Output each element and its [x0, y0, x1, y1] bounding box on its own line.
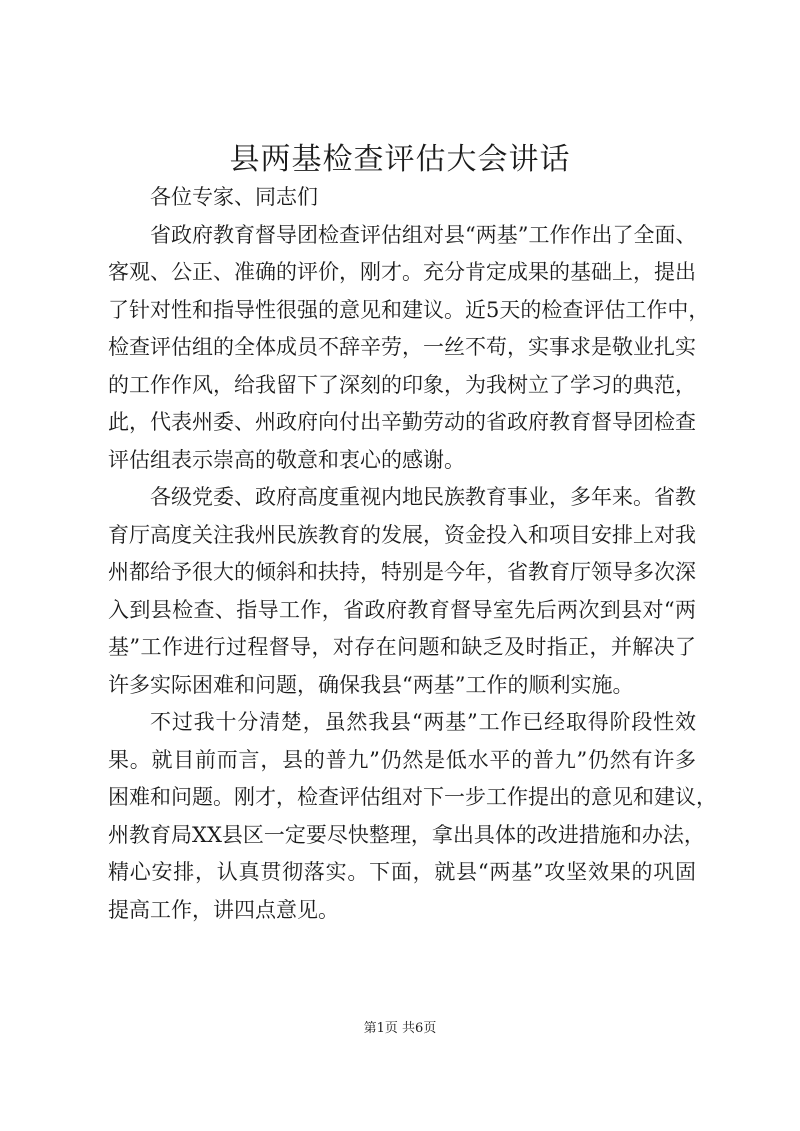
paragraph-line: 了针对性和指导性很强的意见和建议。近5天的检查评估工作中， [108, 297, 710, 322]
paragraph-line: 不过我十分清楚，虽然我县“两基”工作已经取得阶段性效 [150, 710, 696, 734]
paragraph [108, 704, 717, 929]
paragraph-line: 州都给予很大的倾斜和扶持，特别是今年，省教育厅领导多次深 [108, 560, 696, 584]
paragraph-line: 客观、公正、准确的评价，刚才。充分肯定成果的基础上，提出 [108, 260, 696, 284]
paragraph-line: 困难和问题。刚才，检查评估组对下一步工作提出的意见和建议， [108, 785, 717, 809]
document-title: 县两基检查评估大会讲话 [229, 142, 571, 177]
paragraph-line: 此，代表州委、州政府向付出辛勤劳动的省政府教育督导团检查 [108, 410, 696, 434]
paragraph-line: 提高工作，讲四点意见。 [108, 897, 339, 922]
paragraph-line: 育厅高度关注我州民族教育的发展，资金投入和项目安排上对我 [108, 522, 696, 547]
paragraph-line: 各级党委、政府高度重视内地民族教育事业，多年来。省教 [150, 485, 696, 509]
paragraph-line: 检查评估组的全体成员不辞辛劳，一丝不苟，实事求是敬业扎实 [108, 335, 696, 359]
document-body [108, 179, 717, 929]
page-number: 第1页 共6页 [363, 1021, 437, 1036]
paragraph-line: 入到县检查、指导工作，省政府教育督导室先后两次到县对“两 [108, 597, 696, 622]
paragraph-line: 评估组表示崇高的敬意和衷心的感谢。 [108, 447, 465, 472]
paragraph-line: 果。就目前而言，县的普九”仍然是低水平的普九”仍然有许多 [108, 747, 696, 772]
paragraph-line: 的工作作风，给我留下了深刻的印象，为我树立了学习的典范， [108, 372, 696, 397]
paragraph [108, 479, 696, 704]
paragraphs [108, 217, 717, 930]
paragraph-line: 许多实际困难和问题，确保我县“两基”工作的顺利实施。 [108, 672, 634, 697]
paragraph-line: 精心安排，认真贯彻落实。下面，就县“两基”攻坚效果的巩固 [108, 860, 696, 884]
salutation: 各位专家、同志们 [150, 185, 318, 209]
paragraph [108, 217, 710, 480]
paragraph-line: 基”工作进行过程督导，对存在问题和缺乏及时指正，并解决了 [108, 635, 696, 659]
paragraph-line: 州教育局XX县区一定要尽快整理，拿出具体的改进措施和办法， [108, 822, 705, 847]
paragraph-line: 省政府教育督导团检查评估组对县“两基”工作作出了全面、 [150, 222, 697, 247]
